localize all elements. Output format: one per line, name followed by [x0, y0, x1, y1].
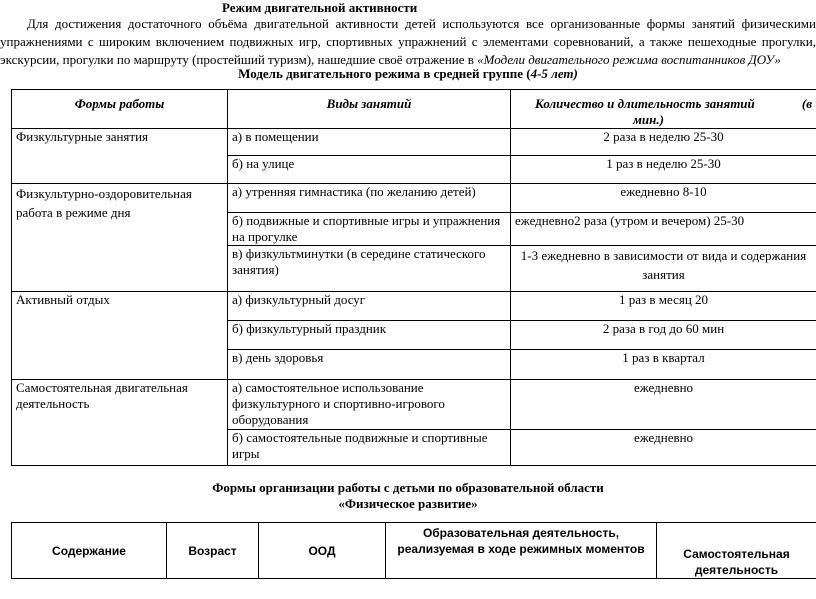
kind-cell: б) физкультурный праздник [228, 321, 511, 350]
section2-title-line1: Формы организации работы с детьми по образовательной области [212, 480, 604, 495]
model-title-age: 4-5 лет) [530, 66, 578, 81]
header-quantity-unit-2: мин.) [633, 112, 664, 127]
header-age: Возраст [167, 523, 259, 579]
kind-cell: в) физкультминутки (в середине статического занятия) [228, 246, 511, 292]
qty-cell: 1-3 ежедневно в зависимости от вида и содержания занятия [511, 246, 816, 292]
table-row [12, 380, 816, 430]
kind-cell: б) подвижные и спортивные игры и упражнения на прогулке [228, 213, 511, 246]
model-title-text: Модель двигательного режима в средней группе ( [238, 66, 531, 81]
header-independent-activity: Самостоятельная деятельность [657, 523, 816, 579]
form-cell: Активный отдых [12, 292, 228, 380]
intro-line-3-text: экскурсии, прогулки по маршруту (простейший туризм), нашедшие своё отражение в [0, 52, 478, 67]
model-title [0, 66, 816, 82]
section2-title-line2: «Физическое развитие» [338, 496, 478, 511]
qty-cell: 1 раз в неделю 25-30 [511, 156, 816, 184]
qty-cell: 2 раза в год до 60 мин [511, 321, 816, 350]
kind-cell: а) самостоятельное использование физкультурного и спортивно-игрового оборудования [228, 380, 511, 430]
kind-cell: в) день здоровья [228, 350, 511, 380]
intro-paragraph [0, 15, 816, 69]
section2-title [0, 480, 816, 512]
motor-mode-table [11, 89, 816, 466]
header-kinds: Виды занятий [228, 90, 511, 129]
qty-cell: ежедневно [511, 380, 816, 430]
table-row [12, 184, 816, 213]
qty-cell: 1 раз в квартал [511, 350, 816, 380]
intro-line-2: упражнениями с широким включением подвижных игр, спортивных упражнений с элементами соревнований, а также пешеходные прогулки, [0, 34, 816, 49]
table-header-row [12, 90, 816, 129]
header-forms: Формы работы [12, 90, 228, 129]
header-quantity-unit: (в [801, 96, 812, 111]
header-ood: ООД [259, 523, 386, 579]
kind-cell: а) в помещении [228, 129, 511, 156]
table-row [12, 129, 816, 156]
intro-line-3-italic: «Модели двигательного режима воспитанников ДОУ» [477, 52, 781, 67]
header-quantity-text: Количество и длительность занятий [535, 96, 755, 111]
table-row [12, 292, 816, 321]
qty-cell: ежедневно 8-10 [511, 184, 816, 213]
form-cell: Самостоятельная двигательная деятельность [12, 380, 228, 466]
kind-cell: а) физкультурный досуг [228, 292, 511, 321]
header-regime-activity: Образовательная деятельность, реализуемая в ходе режимных моментов [386, 523, 657, 579]
intro-line-1: Для достижения достаточного объёма двигательной активности детей используются все организованные формы занятий физическими [27, 16, 816, 31]
form-cell: Физкультурно-оздоровительная работа в режиме дня [12, 184, 228, 292]
qty-cell: 2 раза в неделю 25-30 [511, 129, 816, 156]
kind-cell: б) на улице [228, 156, 511, 184]
header-quantity [511, 90, 816, 129]
forms-org-table [11, 522, 816, 579]
kind-cell: а) утренняя гимнастика (по желанию детей) [228, 184, 511, 213]
qty-cell: ежедневно2 раза (утром и вечером) 25-30 [511, 213, 816, 246]
qty-cell: ежедневно [511, 430, 816, 466]
kind-cell: б) самостоятельные подвижные и спортивные игры [228, 430, 511, 466]
page-title: Режим двигательной активности [222, 0, 418, 15]
table2-header-row [12, 523, 816, 579]
qty-cell: 1 раз в месяц 20 [511, 292, 816, 321]
form-cell: Физкультурные занятия [12, 129, 228, 184]
header-content: Содержание [12, 523, 167, 579]
